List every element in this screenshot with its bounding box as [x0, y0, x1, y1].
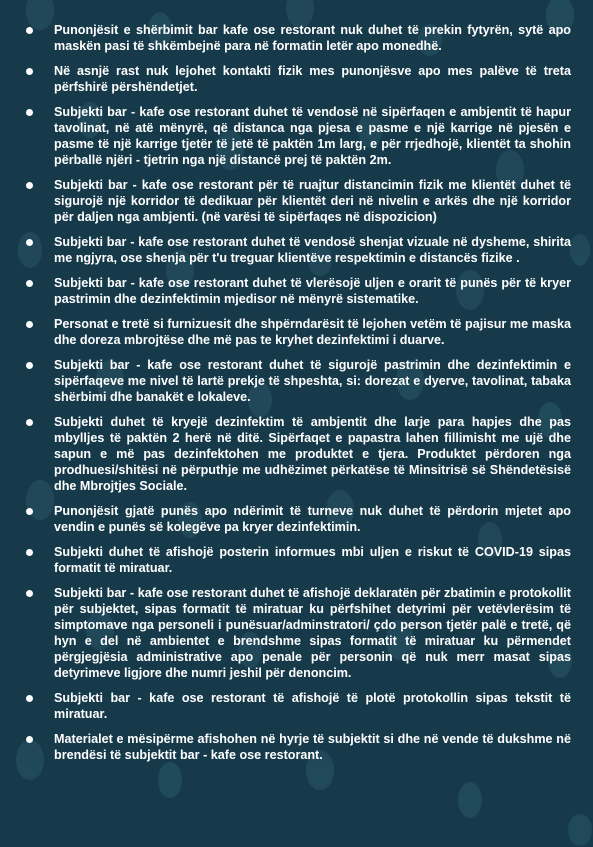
bullet-icon	[26, 68, 33, 75]
rule-text: Subjekti bar - kafe ose restorant për të ruajtur distancimin fizik me klientët duhet të sigurojë një korridor të dedikuar për klientët deri në nivelin e arkës dhe një korridor për daljen nga ambjenti. (në varësi të sipërfaqes në dispozicion)	[54, 178, 571, 224]
bullet-icon	[26, 508, 33, 515]
rule-item	[22, 503, 571, 535]
rule-text: Punonjësit gjatë punës apo ndërimit të turneve nuk duhet të përdorin mjetet apo vendin e punës së kolegëve pa kryer dezinfektimin.	[54, 504, 571, 534]
bullet-icon	[26, 109, 33, 116]
rule-item	[22, 731, 571, 763]
rule-item	[22, 316, 571, 348]
bullet-icon	[26, 280, 33, 287]
rule-text: Punonjësit e shërbimit bar kafe ose restorant nuk duhet të prekin fytyrën, sytë apo maskën pasi të shkëmbejnë para në formatin letër apo monedhë.	[54, 23, 571, 53]
rule-text: Subjekti bar - kafe ose restorant duhet të afishojë deklaratën për zbatimin e protokollit për subjektet, sipas formatit të miratuar ku përfshihet detyrimi për vetëvlerësim të simptomave nga personeli i punësuar/adminstratori/ çdo person tjetër palë e tretë, që hyn e del në ambientet e brendshme sipas formatit të miratuar ku përmendet përgjegjësia administrative apo penale për personin që nuk merr masat sipas detyrimeve ligjore dhe numri jeshil për denoncim.	[54, 586, 571, 680]
rule-item	[22, 63, 571, 95]
rule-item	[22, 544, 571, 576]
bullet-icon	[26, 239, 33, 246]
rule-text: Subjekti bar - kafe ose restorant të afishojë të plotë protokollin sipas tekstit të miratuar.	[54, 691, 571, 721]
rule-item	[22, 585, 571, 681]
rule-item	[22, 22, 571, 54]
rule-item	[22, 104, 571, 168]
rule-text: Subjekti bar - kafe ose restorant duhet të vlerësojë uljen e orarit të punës për të kryer pastrimin dhe dezinfektimin mjedisor në mënyrë sistematike.	[54, 276, 571, 306]
rule-text: Subjekti duhet të kryejë dezinfektim të ambjentit dhe larje para hapjes dhe pas mbylljes të paktën 2 herë në ditë. Sipërfaqet e papastra lahen fillimisht me ujë dhe sapun e më pas dezinfektohen me produktet e tjera. Produktet përdoren nga prodhuesi/shitësi në përputhje me udhëzimet përkatëse të Minsitrisë së Shëndetësisë dhe Mbrojtjes Sociale.	[54, 415, 571, 493]
bullet-icon	[26, 736, 33, 743]
rule-text: Subjekti bar - kafe ose restorant duhet të vendosë në sipërfaqen e ambjentit të hapur tavolinat, në atë mënyrë, që distanca nga pjesa e pasme e një karrige në pjesën e pasme të një karrige tjetër të jetë të paktën 1m larg, e për rrjedhojë, klientët ta shohin përballë njëri - tjetrin nga një distancë prej të paktën 2m.	[54, 105, 571, 167]
rule-text: Materialet e mësipërme afishohen në hyrje të subjektit si dhe në vende të dukshme në brendësi të subjektit bar - kafe ose restorant.	[54, 732, 571, 762]
rule-text: Subjekti duhet të afishojë posterin informues mbi uljen e riskut të COVID-19 sipas formatit të miratuar.	[54, 545, 571, 575]
rule-item	[22, 177, 571, 225]
rule-text: Personat e tretë si furnizuesit dhe shpërndarësit të lejohen vetëm të pajisur me maska dhe doreza mbrojtëse dhe më pas te kryhet dezinfektimi i duarve.	[54, 317, 571, 347]
rule-text: Subjekti bar - kafe ose restorant duhet të sigurojë pastrimin dhe dezinfektimin e sipërfaqeve me nivel të lartë prekje të shpeshta, si: dorezat e dyerve, tavolinat, tabaka shërbimi dhe banakët e lokaleve.	[54, 358, 571, 404]
bullet-icon	[26, 182, 33, 189]
bullet-icon	[26, 362, 33, 369]
rule-text: Në asnjë rast nuk lejohet kontakti fizik mes punonjësve apo mes palëve të treta përfshirë përshëndetjet.	[54, 64, 571, 94]
bullet-icon	[26, 695, 33, 702]
rules-list	[22, 22, 571, 763]
bullet-icon	[26, 321, 33, 328]
bullet-icon	[26, 27, 33, 34]
rule-item	[22, 234, 571, 266]
bullet-icon	[26, 419, 33, 426]
rule-item	[22, 414, 571, 494]
rule-item	[22, 690, 571, 722]
rule-item	[22, 275, 571, 307]
bullet-icon	[26, 549, 33, 556]
rule-text: Subjekti bar - kafe ose restorant duhet të vendosë shenjat vizuale në dysheme, shirita me ngjyra, ose shenja për t'u treguar klientëve respektimin e distancës fizike .	[54, 235, 571, 265]
bullet-icon	[26, 590, 33, 597]
rule-item	[22, 357, 571, 405]
